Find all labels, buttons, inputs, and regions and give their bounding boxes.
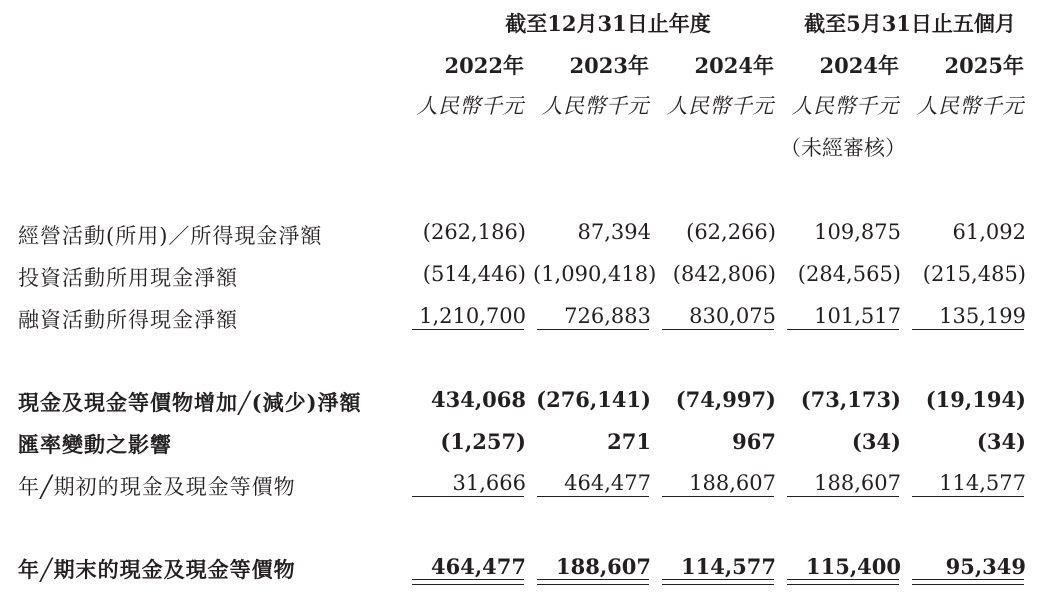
- cell: (1,090,418): [533, 262, 657, 286]
- cell: (514,446): [422, 262, 526, 286]
- cell: 434,068: [431, 387, 526, 412]
- cell: (276,141): [536, 387, 651, 412]
- subtotal-rule: [912, 329, 1024, 330]
- total-rule: [412, 584, 524, 585]
- header-group-five-months: 截至5月31日止五個月: [804, 11, 1016, 36]
- cell: (73,173): [800, 387, 901, 412]
- cell: 115,400: [806, 554, 901, 579]
- total-rule: [787, 584, 899, 585]
- total-rule: [662, 584, 774, 585]
- unit-header: 人民幣千元: [666, 94, 774, 118]
- subtotal-rule: [537, 329, 649, 330]
- cell: 114,577: [939, 471, 1026, 495]
- subtotal-rule: [787, 329, 899, 330]
- cell: (19,194): [925, 387, 1026, 412]
- cell: 1,210,700: [419, 304, 526, 328]
- total-rule: [537, 584, 649, 585]
- cell: 188,607: [814, 471, 901, 495]
- subtotal-rule: [537, 496, 649, 497]
- row-label-closing-cash: 年╱期末的現金及現金等價物: [18, 557, 296, 582]
- row-label-investing: 投資活動所用現金淨額: [18, 266, 238, 290]
- subtotal-rule: [912, 496, 1024, 497]
- row-label-financing: 融資活動所得現金淨額: [18, 308, 238, 332]
- total-rule: [537, 579, 649, 580]
- cell: 464,477: [431, 554, 526, 579]
- unit-header: 人民幣千元: [791, 94, 899, 118]
- year-header: 2025年: [944, 53, 1024, 78]
- cell: (34): [851, 429, 901, 454]
- total-rule: [912, 584, 1024, 585]
- cell: (215,485): [922, 262, 1026, 286]
- total-rule: [912, 579, 1024, 580]
- cell: 726,883: [564, 304, 651, 328]
- total-rule: [412, 579, 524, 580]
- unit-header: 人民幣千元: [541, 94, 649, 118]
- row-label-fx-effect: 匯率變動之影響: [18, 432, 172, 457]
- cell: (74,997): [675, 387, 776, 412]
- subtotal-rule: [662, 496, 774, 497]
- total-rule: [787, 579, 899, 580]
- cell: (842,806): [672, 262, 776, 286]
- cell: (284,565): [797, 262, 901, 286]
- cell: 31,666: [452, 471, 526, 495]
- row-label-operating: 經營活動(所用)／所得現金淨額: [18, 224, 323, 248]
- row-label-opening-cash: 年╱期初的現金及現金等價物: [18, 475, 296, 499]
- cell: (34): [976, 429, 1026, 454]
- unaudited-note: （未經審核）: [780, 136, 906, 160]
- cell: 114,577: [681, 554, 776, 579]
- row-label-net-change: 現金及現金等價物增加╱(減少)淨額: [18, 390, 362, 415]
- cell: 271: [607, 429, 651, 454]
- header-group-fiscal-year: 截至12月31日止年度: [505, 11, 711, 36]
- cell: (62,266): [686, 220, 776, 244]
- cell: 61,092: [952, 220, 1026, 244]
- cell: 464,477: [564, 471, 651, 495]
- unit-header: 人民幣千元: [416, 94, 524, 118]
- subtotal-rule: [787, 496, 899, 497]
- cell: (1,257): [440, 429, 526, 454]
- cell: 87,394: [577, 220, 651, 244]
- year-header: 2022年: [444, 53, 524, 78]
- cell: 101,517: [814, 304, 901, 328]
- cell: (262,186): [422, 220, 526, 244]
- total-rule: [662, 579, 774, 580]
- subtotal-rule: [412, 496, 524, 497]
- cell: 188,607: [689, 471, 776, 495]
- unit-header: 人民幣千元: [916, 94, 1024, 118]
- year-header: 2024年: [819, 53, 899, 78]
- cell: 188,607: [556, 554, 651, 579]
- cell: 109,875: [814, 220, 901, 244]
- cell: 95,349: [945, 554, 1026, 579]
- cell: 967: [732, 429, 776, 454]
- year-header: 2024年: [694, 53, 774, 78]
- cell: 135,199: [939, 304, 1026, 328]
- subtotal-rule: [662, 329, 774, 330]
- subtotal-rule: [412, 329, 524, 330]
- cell: 830,075: [689, 304, 776, 328]
- year-header: 2023年: [569, 53, 649, 78]
